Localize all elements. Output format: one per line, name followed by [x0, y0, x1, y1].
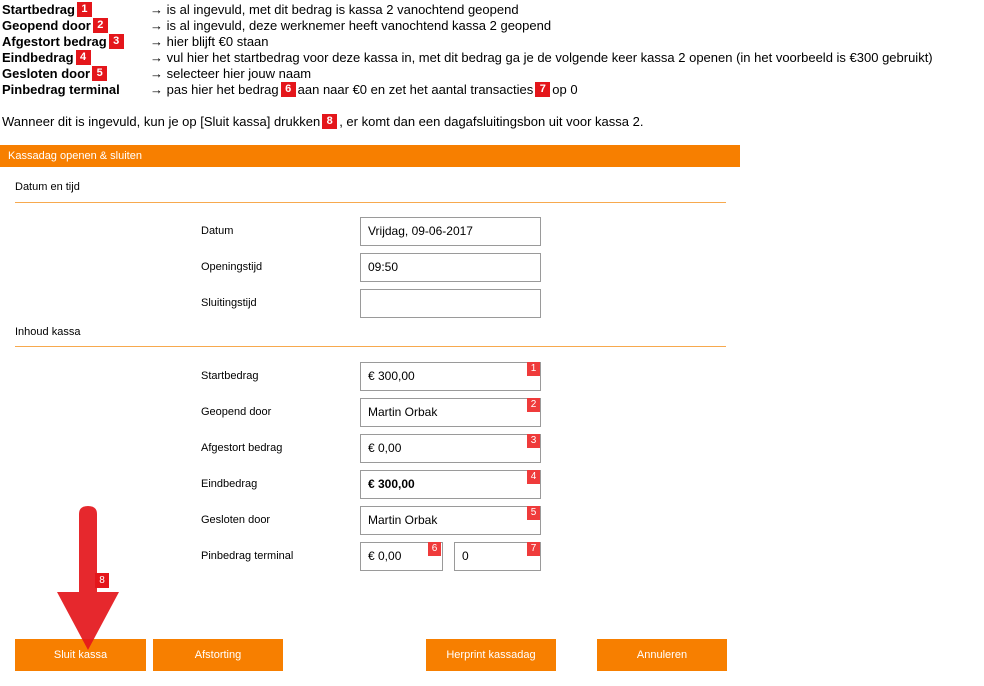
label-openingstijd: Openingstijd [201, 261, 263, 273]
instruction-text: op 0 [552, 82, 578, 97]
marker-badge: 7 [535, 82, 550, 97]
instruction-note [2, 114, 643, 130]
arrow-down-icon [55, 506, 121, 652]
marker-badge: 7 [527, 542, 540, 556]
startbedrag-field[interactable]: € 300,00 [360, 362, 541, 391]
section-title-content: Inhoud kassa [15, 326, 81, 338]
sluitingstijd-field[interactable] [360, 289, 541, 318]
label-sluitingstijd: Sluitingstijd [201, 297, 257, 309]
marker-badge: 6 [428, 542, 441, 556]
instruction-text: → pas hier het bedrag [150, 82, 279, 97]
instruction-text: → vul hier het startbedrag voor deze kassa in, met dit bedrag ga je de volgende keer kassa 2 openen (in het voorbeeld is €300 gebruikt) [150, 50, 933, 65]
label-gesloten-door: Gesloten door [201, 514, 271, 526]
marker-badge: 2 [527, 398, 540, 412]
marker-badge: 4 [76, 50, 91, 65]
annuleren-button[interactable]: Annuleren [597, 639, 727, 671]
section-divider [15, 346, 726, 347]
marker-badge: 1 [77, 2, 92, 17]
label-startbedrag: Startbedrag [201, 370, 259, 382]
instruction-label: Pinbedrag terminal [2, 82, 120, 97]
instruction-text: → is al ingevuld, deze werknemer heeft vanochtend kassa 2 geopend [150, 18, 552, 33]
marker-badge: 3 [109, 34, 124, 49]
afgestort-bedrag-field[interactable]: € 0,00 [360, 434, 541, 463]
geopend-door-select[interactable]: Martin Orbak [360, 398, 541, 427]
instruction-label: Eindbedrag [2, 50, 74, 65]
label-pinbedrag-terminal: Pinbedrag terminal [201, 550, 294, 562]
gesloten-door-select[interactable]: Martin Orbak [360, 506, 541, 535]
label-datum: Datum [201, 225, 234, 237]
marker-badge: 4 [527, 470, 540, 484]
marker-badge: 2 [93, 18, 108, 33]
note-text: Wanneer dit is ingevuld, kun je op [Sluit kassa] drukken [2, 114, 321, 129]
marker-badge: 5 [92, 66, 107, 81]
pinbedrag-field[interactable]: € 0,00 [360, 542, 443, 571]
marker-badge: 6 [281, 82, 296, 97]
sluit-kassa-button[interactable]: Sluit kassa [15, 639, 146, 671]
instruction-label: Gesloten door [2, 66, 91, 81]
afstorting-button[interactable]: Afstorting [153, 639, 283, 671]
instruction-text: → selecteer hier jouw naam [150, 66, 312, 81]
herprint-kassadag-button[interactable]: Herprint kassadag [426, 639, 556, 671]
label-afgestort-bedrag: Afgestort bedrag [201, 442, 283, 454]
marker-badge: 5 [527, 506, 540, 520]
datum-field[interactable]: Vrijdag, 09-06-2017 [360, 217, 541, 246]
marker-badge: 3 [527, 434, 540, 448]
section-divider [15, 202, 726, 203]
instruction-text: → hier blijft €0 staan [150, 34, 269, 49]
note-text: , er komt dan een dagafsluitingsbon uit voor kassa 2. [339, 114, 644, 129]
eindbedrag-field[interactable]: € 300,00 [360, 470, 541, 499]
transacties-field[interactable]: 0 [454, 542, 541, 571]
instruction-label: Afgestort bedrag [2, 34, 107, 49]
marker-badge: 1 [527, 362, 540, 376]
label-geopend-door: Geopend door [201, 406, 272, 418]
openingstijd-field[interactable]: 09:50 [360, 253, 541, 282]
section-title-datetime: Datum en tijd [15, 181, 80, 193]
panel-header: Kassadag openen & sluiten [0, 145, 740, 167]
label-eindbedrag: Eindbedrag [201, 478, 258, 490]
instruction-label: Geopend door [2, 18, 91, 33]
instruction-text: → is al ingevuld, met dit bedrag is kassa 2 vanochtend geopend [150, 2, 519, 17]
instruction-label: Startbedrag [2, 2, 75, 17]
instruction-text: aan naar €0 en zet het aantal transacties [297, 82, 534, 97]
marker-badge: 8 [322, 114, 337, 129]
marker-badge: 8 [95, 573, 109, 588]
